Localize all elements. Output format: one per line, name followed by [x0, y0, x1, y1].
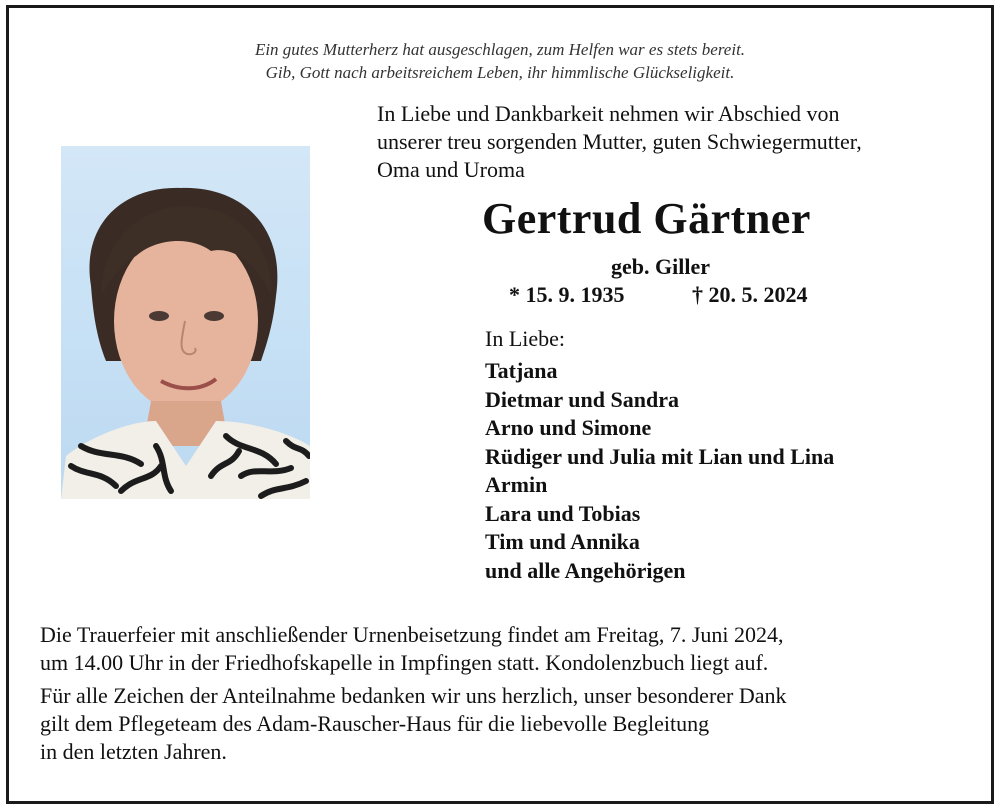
quote-line-1: Ein gutes Mutterherz hat ausgeschlagen, zum Helfen war es stets bereit. — [254, 40, 746, 59]
mourner-name: Armin — [485, 472, 548, 497]
funeral-line-2: um 14.00 Uhr in der Friedhofskapelle in Impfingen statt. Kondolenzbuch liegt auf. — [40, 650, 769, 675]
intro-line-3: Oma und Uroma — [377, 157, 525, 182]
mourner-name: Lara und Tobias — [485, 500, 641, 526]
mourner-name: Tatjana — [485, 358, 558, 383]
mourner-name: Dietmar und Sandra — [485, 386, 679, 412]
deceased-name: Gertrud Gärtner — [482, 194, 811, 243]
thanks-line-2: gilt dem Pflegeteam des Adam-Rauscher-Haus für die liebevolle Begleitung — [40, 711, 710, 736]
mourner-name: und alle Angehörigen — [485, 557, 686, 583]
intro-line-2: unserer treu sorgenden Mutter, guten Schwiegermutter, — [377, 129, 862, 154]
mourner-name: Arno und Simone — [485, 415, 652, 440]
thanks-line-1: Für alle Zeichen der Anteilnahme bedanken wir uns herzlich, unser besonderer Dank — [40, 683, 787, 708]
portrait-illustration — [61, 146, 310, 499]
death-date: † 20. 5. 2024 — [692, 282, 808, 307]
birth-name: geb. Giller — [611, 254, 710, 279]
funeral-line-1: Die Trauerfeier mit anschließender Urnenbeisetzung findet am Freitag, 7. Juni 2024, — [40, 622, 784, 647]
mourners-heading: In Liebe: — [485, 326, 566, 351]
mourner-name: Rüdiger und Julia mit Lian und Lina — [485, 443, 835, 469]
portrait-photo — [61, 146, 310, 499]
mourners-list — [485, 357, 834, 585]
birth-date: * 15. 9. 1935 — [509, 282, 625, 307]
intro-line-1: In Liebe und Dankbarkeit nehmen wir Abschied von — [377, 101, 840, 126]
quote-line-2: Gib, Gott nach arbeitsreichem Leben, ihr himmlische Glückseligkeit. — [265, 63, 735, 82]
mourner-name: Tim und Annika — [485, 529, 640, 554]
thanks-line-3: in den letzten Jahren. — [40, 739, 227, 764]
